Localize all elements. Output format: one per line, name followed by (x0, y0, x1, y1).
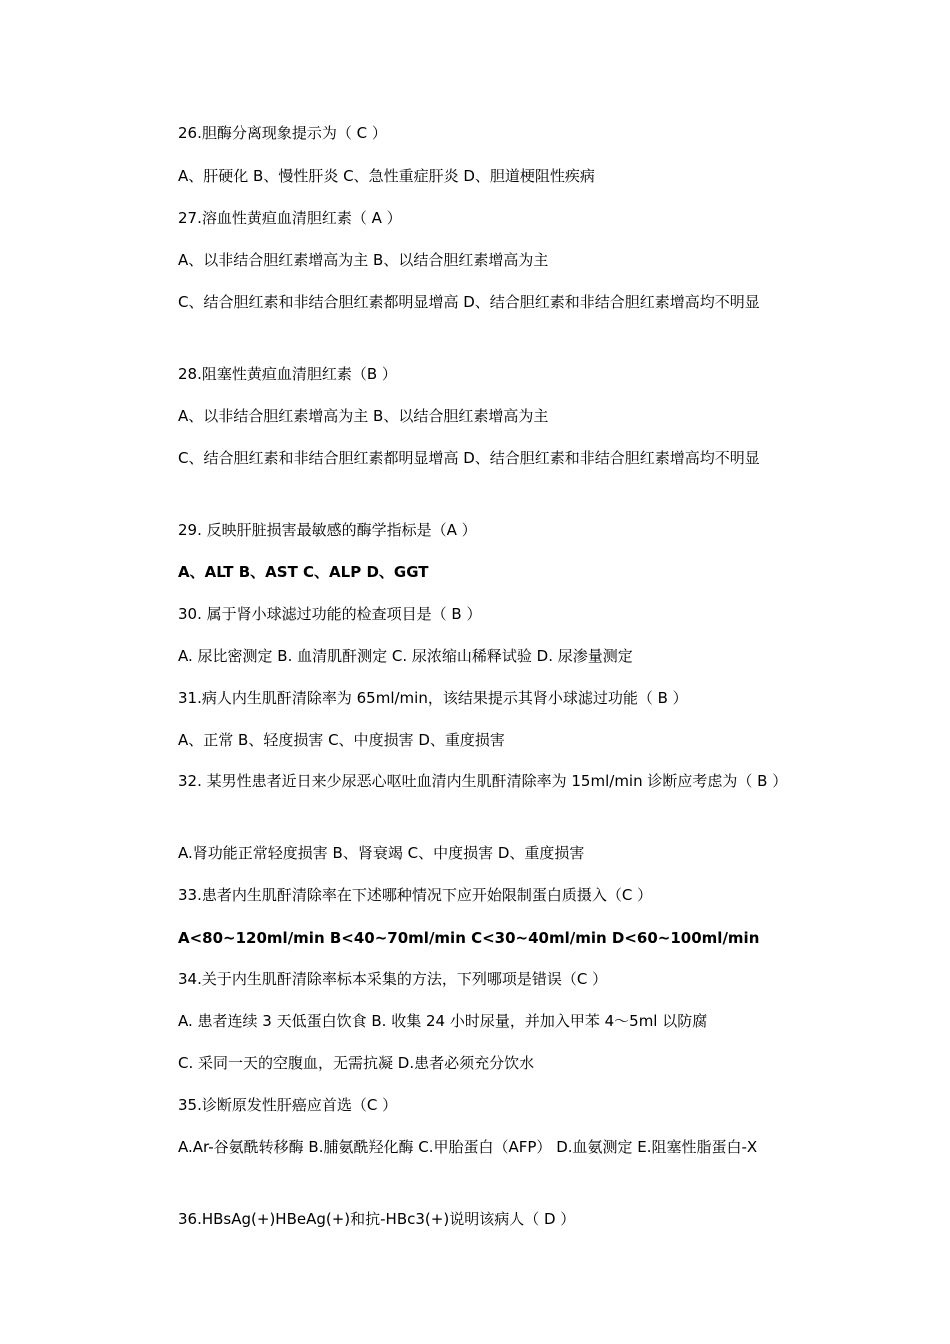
options-26: A、肝硬化 B、慢性肝炎 C、急性重症肝炎 D、胆道梗阻性疾病 (178, 167, 595, 185)
question-33: 33.患者内生肌酐清除率在下述哪种情况下应开始限制蛋白质摄入（C ） (178, 886, 653, 904)
question-29: 29. 反映肝脏损害最敏感的酶学指标是（A ） (178, 521, 477, 539)
options-30: A. 尿比密测定 B. 血清肌酐测定 C. 尿浓缩山稀释试验 D. 尿渗量测定 (178, 647, 633, 665)
options-28-cd: C、结合胆红素和非结合胆红素都明显增高 D、结合胆红素和非结合胆红素增高均不明显 (178, 449, 760, 467)
question-34: 34.关于内生肌酐清除率标本采集的方法，下列哪项是错误（C ） (178, 970, 608, 988)
options-33: A<80~120ml/min B<40~70ml/min C<30~40ml/min D<60~100ml/min (178, 929, 760, 947)
options-27-ab: A、以非结合胆红素增高为主 B、以结合胆红素增高为主 (178, 251, 549, 269)
options-35: A.Ar-谷氨酰转移酶 B.脯氨酰羟化酶 C.甲胎蛋白（AFP） D.血氨测定 E.阻塞性脂蛋白-X (178, 1138, 758, 1156)
question-36: 36.HBsAg(+)HBeAg(+)和抗-HBc3(+)说明该病人（ D ） (178, 1210, 576, 1228)
question-32: 32. 某男性患者近日来少尿恶心呕吐血清内生肌酐清除率为 15ml/min 诊断应考虑为（ B ） (178, 772, 788, 790)
options-28-ab: A、以非结合胆红素增高为主 B、以结合胆红素增高为主 (178, 407, 549, 425)
question-30: 30. 属于肾小球滤过功能的检查项目是（ B ） (178, 605, 482, 623)
options-31: A、正常 B、轻度损害 C、中度损害 D、重度损害 (178, 731, 505, 749)
question-27: 27.溶血性黄疸血清胆红素（ A ） (178, 209, 402, 227)
options-34-ab: A. 患者连续 3 天低蛋白饮食 B. 收集 24 小时尿量，并加入甲苯 4～5ml 以防腐 (178, 1012, 708, 1030)
question-31: 31.病人内生肌酐清除率为 65ml/min，该结果提示其肾小球滤过功能（ B ） (178, 689, 688, 707)
options-32: A.肾功能正常轻度损害 B、肾衰竭 C、中度损害 D、重度损害 (178, 844, 585, 862)
options-29: A、ALT B、AST C、ALP D、GGT (178, 563, 429, 581)
question-28: 28.阻塞性黄疸血清胆红素（B ） (178, 365, 397, 383)
question-26: 26.胆酶分离现象提示为（ C ） (178, 124, 387, 142)
options-27-cd: C、结合胆红素和非结合胆红素都明显增高 D、结合胆红素和非结合胆红素增高均不明显 (178, 293, 760, 311)
question-35: 35.诊断原发性肝癌应首选（C ） (178, 1096, 398, 1114)
options-34-cd: C. 采同一天的空腹血，无需抗凝 D.患者必须充分饮水 (178, 1054, 535, 1072)
